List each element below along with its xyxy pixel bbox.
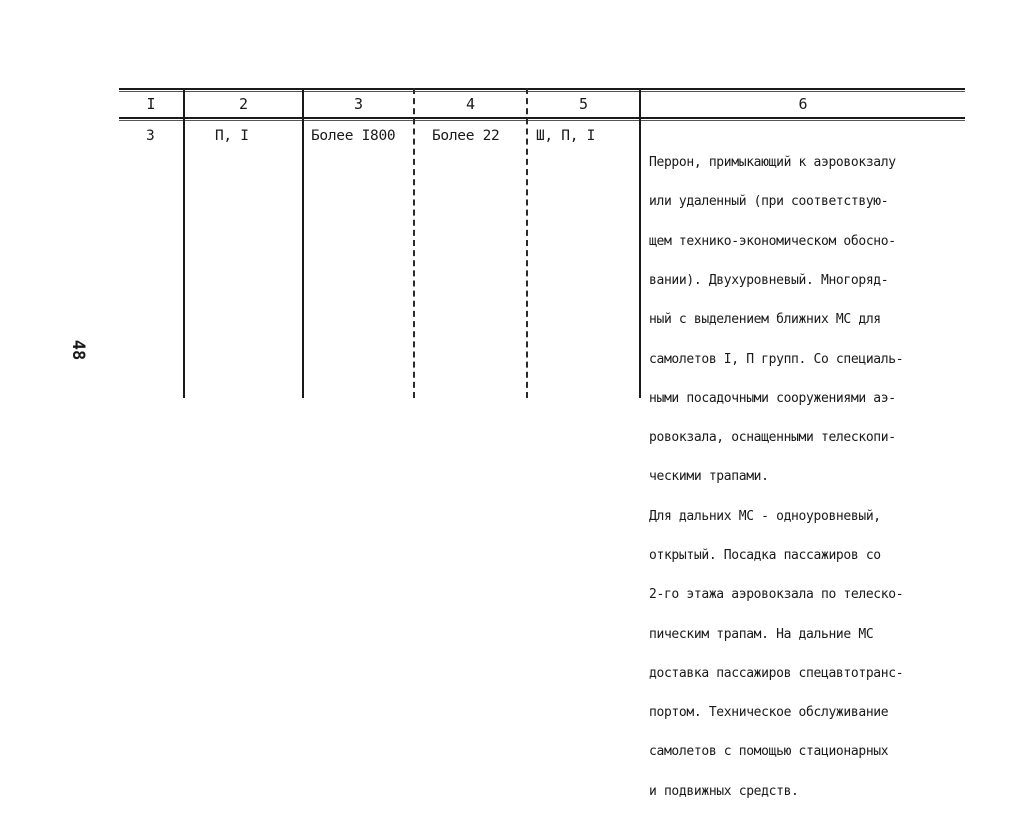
description-line: портом. Техническое обслуживание bbox=[649, 705, 889, 721]
description-line: щем технико-экономическом обосно- bbox=[649, 233, 896, 249]
description-line: Для дальних МС - одноуровневый, bbox=[649, 508, 881, 524]
cell-value-3: Более I800 bbox=[311, 128, 396, 144]
header-cell-6: 6 bbox=[798, 95, 808, 113]
description-line: открытый. Посадка пассажиров со bbox=[649, 548, 881, 563]
description-line: самолетов с помощью стационарных bbox=[649, 744, 889, 760]
description-line: пическим трапам. На дальние МС bbox=[649, 626, 874, 642]
column-divider bbox=[302, 88, 304, 398]
header-cell-3: 3 bbox=[353, 95, 364, 113]
cell-value-4: Более 22 bbox=[432, 128, 500, 144]
column-divider bbox=[526, 88, 528, 398]
header-cell-4: 4 bbox=[465, 95, 476, 113]
header-cell-5: 5 bbox=[578, 95, 589, 113]
description-line: 2-го этажа аэровокзала по телеско- bbox=[649, 587, 904, 603]
header-bottom-rule bbox=[119, 117, 965, 121]
header-cell-2: 2 bbox=[238, 95, 249, 113]
page-number: 48 bbox=[68, 339, 88, 361]
requirements-table bbox=[119, 88, 965, 799]
description-line: или удаленный (при соответствую- bbox=[649, 194, 889, 210]
cell-group-number: 3 bbox=[146, 128, 155, 144]
cell-class: П, I bbox=[215, 128, 249, 144]
description-line: доставка пассажиров спецавтотранс- bbox=[649, 665, 904, 681]
cell-classes: Ш, П, I bbox=[536, 128, 596, 144]
description-line: Перрон, примыкающий к аэровокзалу bbox=[649, 155, 896, 171]
description-line: вании). Двухуровневый. Многоряд- bbox=[649, 273, 889, 289]
description-line: ческими трапами. bbox=[649, 469, 769, 485]
description-line: ный с выделением ближних МС для bbox=[649, 312, 881, 328]
column-divider bbox=[413, 88, 415, 398]
column-divider bbox=[183, 88, 185, 398]
description-line: и подвижных средств. bbox=[649, 783, 799, 799]
description-line: самолетов I, П групп. Со специаль- bbox=[649, 351, 904, 367]
header-cell-1: I bbox=[146, 95, 156, 113]
description-line: ровокзала, оснащенными телескопи- bbox=[649, 430, 896, 446]
column-divider bbox=[639, 88, 641, 398]
cell-description bbox=[649, 130, 963, 824]
description-line: ными посадочными сооружениями аэ- bbox=[649, 390, 896, 406]
